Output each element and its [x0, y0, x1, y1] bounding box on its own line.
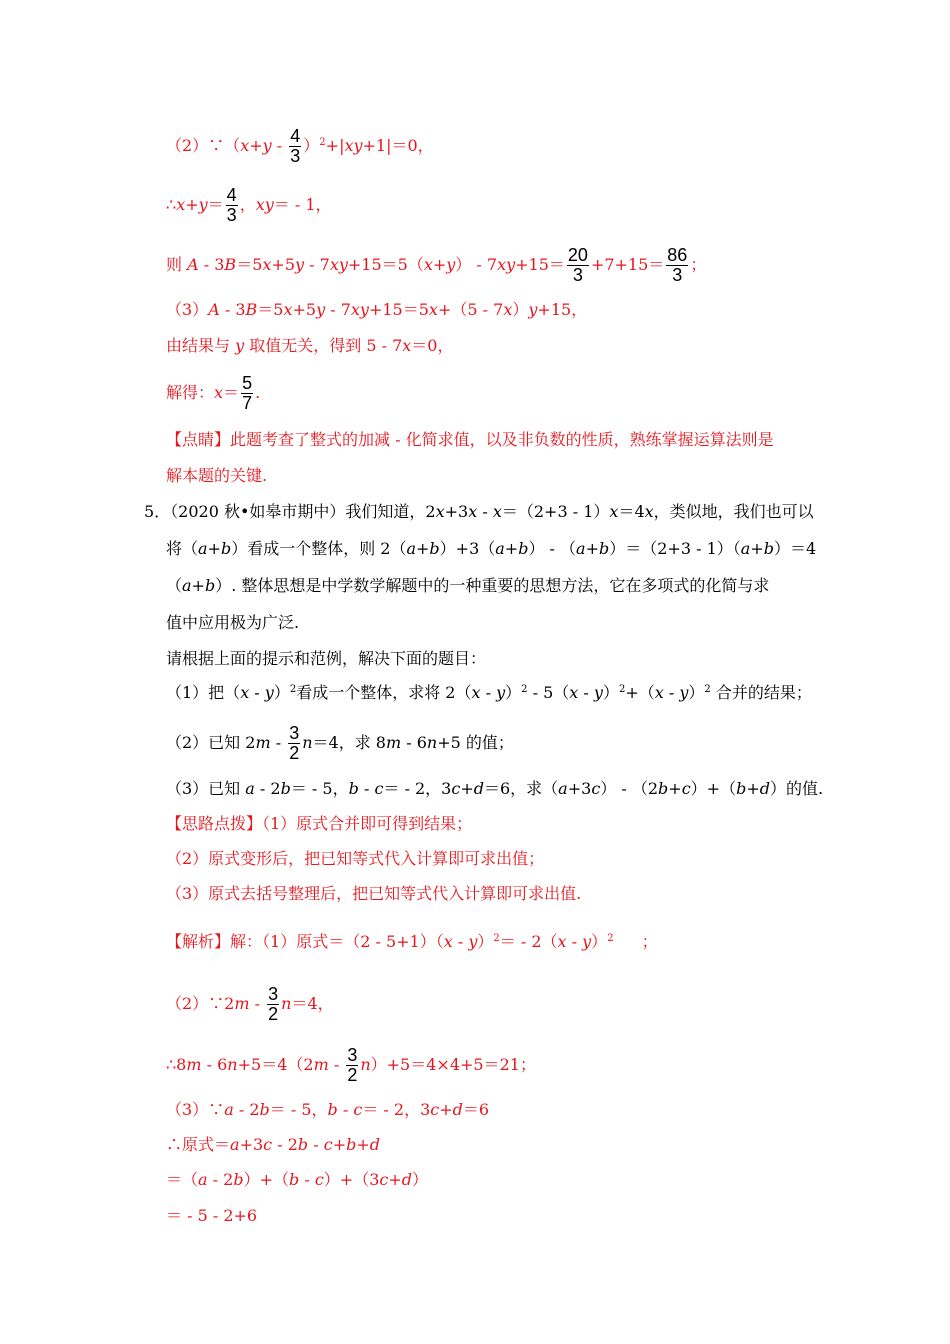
text: ＝ [207, 195, 224, 214]
text: ） [477, 932, 494, 951]
var: d [369, 1135, 380, 1154]
question-5-line-4: 值中应用极为广泛. [166, 613, 300, 632]
var: a+b [198, 539, 232, 558]
text: （1）把（ [166, 683, 241, 702]
var: x [468, 502, 478, 521]
text: + [746, 779, 760, 798]
var: b [297, 1135, 309, 1154]
var: x [262, 255, 272, 274]
question-5-part-1 [166, 685, 812, 701]
var: x [428, 300, 438, 319]
var: c [451, 779, 461, 798]
text: ） [303, 136, 320, 155]
text: - 6 [201, 1055, 228, 1074]
text: + [388, 1170, 402, 1189]
var: a [198, 1170, 208, 1189]
solution-step-2-given [166, 127, 434, 166]
var: c [374, 779, 384, 798]
text: + [356, 1135, 370, 1154]
hint-line-3: （3）原式去括号整理后，把已知等式代入计算即可求出值. [166, 884, 582, 903]
var: c [263, 1135, 273, 1154]
text: - [271, 136, 288, 155]
text: - [249, 994, 266, 1013]
text: ）+（3 [323, 1170, 380, 1189]
text: - [299, 1170, 315, 1189]
text: + [249, 136, 263, 155]
var: x - y [443, 932, 478, 951]
numerator: 5 [242, 373, 253, 393]
analysis-part-1 [166, 934, 658, 950]
var: m [186, 1055, 202, 1074]
text: 解得： [166, 383, 215, 402]
var: c [681, 779, 691, 798]
text: （2）∵（ [166, 136, 241, 155]
text: +5 [292, 300, 317, 319]
text: - 6 [401, 733, 427, 752]
text: - 2 [254, 779, 281, 798]
var: n [302, 733, 313, 752]
denominator: 3 [572, 265, 583, 285]
var: x - y [569, 683, 603, 702]
var: a+b [495, 539, 529, 558]
denominator: 3 [226, 205, 237, 225]
var: d [759, 779, 770, 798]
comment-line-1: 【点睛】此题考查了整式的加减 - 化简求值，以及非负数的性质，熟练掌握运算法则是 [166, 430, 774, 449]
text: ）+（ [243, 1170, 289, 1189]
text: - [270, 733, 287, 752]
var: b [280, 779, 291, 798]
var: d [452, 1100, 463, 1119]
text: ＝6，求（ [483, 779, 559, 798]
hint-line-2: （2）原式变形后，把已知等式代入计算即可求出值； [166, 849, 545, 868]
var: c [430, 1100, 440, 1119]
var: a [224, 1100, 234, 1119]
hint-line-1: 【思路点拨】（1）原式合并即可得到结果； [166, 814, 473, 833]
text: - 7 [325, 300, 351, 319]
text: （3）已知 [166, 779, 246, 798]
text: ＝ - 1， [273, 195, 332, 214]
exponent: 2 [289, 684, 297, 695]
text: ）. 整体思想是中学数学解题中的一种重要的思想方法，它在多项式的化简与求 [215, 576, 770, 595]
var: xy [344, 136, 363, 155]
var: a [230, 1135, 240, 1154]
analysis-part-3-step-1 [166, 1137, 380, 1153]
text: ）＝（2+3 - 1）（ [609, 539, 741, 558]
text: ） [591, 932, 608, 951]
text: ） - （ [528, 539, 577, 558]
exponent: 2 [607, 933, 614, 944]
var: a+b [406, 539, 440, 558]
question-5-line-2 [166, 541, 816, 557]
text: +5 [271, 255, 295, 274]
text: ） [505, 683, 522, 702]
var: a+b [182, 576, 216, 595]
text: ＝5 [236, 255, 263, 274]
text: - 5（ [527, 683, 570, 702]
text: ）＝4 [773, 539, 817, 558]
solution-step-3-condition [166, 338, 453, 354]
exponent: 2 [521, 684, 528, 695]
text: 则 [166, 255, 188, 274]
text: 解：（1）原式＝（2 - 5+1）（ [230, 932, 444, 951]
numerator: 3 [347, 1045, 358, 1065]
text: +5 的值； [437, 733, 514, 752]
text: ） [273, 683, 290, 702]
numerator: 3 [289, 723, 300, 743]
var: x [402, 336, 412, 355]
var: m [234, 994, 250, 1013]
fraction [289, 127, 301, 166]
var: a+b [740, 539, 774, 558]
text: ）+（ [690, 779, 737, 798]
text: + [332, 1135, 347, 1154]
text: ＝ [223, 383, 240, 402]
text: +| [325, 136, 345, 155]
text: 由结果与 [166, 336, 236, 355]
var: xy [329, 255, 348, 274]
fraction [267, 985, 279, 1024]
numerator: 20 [567, 245, 588, 265]
text: - [328, 1055, 345, 1074]
var: A [187, 255, 199, 274]
var: xy [255, 195, 274, 214]
var: x [644, 502, 654, 521]
question-5-part-3 [166, 781, 823, 797]
var: m [255, 733, 271, 752]
var: b [259, 1100, 270, 1119]
text: - 2 [233, 1100, 260, 1119]
var: d [401, 1170, 413, 1189]
text: ＝4 [618, 502, 645, 521]
text: ； [690, 255, 707, 274]
var: a+b [576, 539, 610, 558]
text: 将（ [166, 539, 199, 558]
text: +15＝5（ [347, 255, 424, 274]
text: ＝ - 5， [269, 1100, 328, 1119]
text: ＝ - 2，3 [383, 779, 452, 798]
fraction [226, 186, 238, 225]
text: +（ [625, 683, 655, 702]
var: y [316, 300, 326, 319]
var: x - y [240, 683, 274, 702]
denominator: 7 [242, 393, 253, 413]
exponent: 2 [319, 137, 326, 148]
text: +1|＝0， [362, 136, 434, 155]
text: ； [641, 932, 658, 951]
analysis-part-2-compute [166, 1046, 536, 1085]
var: B [245, 300, 258, 319]
text: - 3 [198, 255, 225, 274]
var: b [233, 1170, 244, 1189]
text: ＝（ [166, 1170, 199, 1189]
var: m [313, 1055, 329, 1074]
analysis-part-3-step-2 [166, 1172, 428, 1188]
var: c [314, 1170, 324, 1189]
var: x [609, 502, 619, 521]
text: - [308, 1135, 324, 1154]
text: ＝6 [462, 1100, 490, 1119]
solution-step-2-conclusion [166, 186, 332, 225]
text: ＝ - 2，3 [362, 1100, 431, 1119]
var: xy [350, 300, 369, 319]
text: （3）∵ [166, 1100, 225, 1119]
var: x+y [423, 255, 456, 274]
text: +3 [567, 779, 592, 798]
solution-step-3-expand [166, 302, 587, 318]
var: B [224, 255, 237, 274]
numerator: 4 [290, 126, 301, 146]
question-5-instruction: 请根据上面的提示和范例，解决下面的题目： [166, 649, 487, 668]
text: ， [239, 195, 256, 214]
text: ∴原式＝ [166, 1135, 231, 1154]
exponent: 2 [493, 933, 500, 944]
text: +3 [239, 1135, 264, 1154]
var: d [473, 779, 484, 798]
text: +3 [444, 502, 469, 521]
text: ＝（2+3 - 1） [501, 502, 610, 521]
text: 合并的结果； [710, 683, 812, 702]
text: ） - 7 [455, 255, 498, 274]
text: +7+15＝ [590, 255, 665, 274]
var: b [736, 779, 747, 798]
var: b [346, 1135, 357, 1154]
text: 5．（2020 秋•如皋市期中）我们知道，2 [144, 502, 436, 521]
var: x - y [557, 932, 592, 951]
text: +15， [537, 300, 588, 319]
question-5-intro [144, 504, 814, 520]
fraction [241, 374, 253, 413]
text: +（5 - 7 [437, 300, 504, 319]
text: - [337, 1100, 354, 1119]
text: ） [512, 300, 529, 319]
var: n [426, 733, 438, 752]
text: ） [602, 683, 619, 702]
exponent: 2 [618, 684, 626, 695]
var: a [558, 779, 568, 798]
exponent: 2 [704, 684, 711, 695]
analysis-part-3-step-3: ＝ - 5 - 2+6 [166, 1206, 258, 1225]
var: x+y [176, 195, 208, 214]
text: - [358, 779, 375, 798]
var: y [235, 336, 245, 355]
text: +5＝4（2 [237, 1055, 314, 1074]
solution-step-3-result [166, 374, 260, 413]
text: ＝4，求 8 [312, 733, 386, 752]
text: ＝ - 5， [290, 779, 349, 798]
numerator: 86 [667, 245, 688, 265]
var: n [360, 1055, 371, 1074]
text: - 2 [272, 1135, 298, 1154]
comment-line-2: 解本题的关键. [166, 466, 268, 485]
denominator: 2 [347, 1065, 358, 1085]
question-5-part-2 [166, 724, 514, 763]
var: b [658, 779, 669, 798]
text: + [668, 779, 682, 798]
fraction [288, 724, 300, 763]
text: - [477, 502, 493, 521]
var: c [591, 779, 601, 798]
text: - 2 [207, 1170, 234, 1189]
text: ＝0， [411, 336, 454, 355]
text: ） - （2 [600, 779, 659, 798]
fraction [666, 246, 688, 285]
denominator: 3 [672, 265, 683, 285]
solution-step-2-compute [166, 246, 706, 285]
text: ∴8 [166, 1055, 187, 1074]
var: y [295, 255, 305, 274]
text: ）的值. [770, 779, 824, 798]
var: y [262, 136, 272, 155]
var: x [214, 383, 224, 402]
fraction [346, 1046, 358, 1085]
text: 取值无关，得到 5 - 7 [244, 336, 403, 355]
text: ∴ [166, 195, 177, 214]
var: x [503, 300, 513, 319]
text: （2）∵2 [166, 994, 235, 1013]
var: A [208, 300, 220, 319]
text: （ [166, 576, 183, 595]
var: y [528, 300, 538, 319]
var: x [492, 502, 502, 521]
text: + [439, 1100, 453, 1119]
var: b [348, 779, 359, 798]
text: ）看成一个整体，则 2（ [231, 539, 407, 558]
text: +15＝ [515, 255, 565, 274]
var: n [227, 1055, 238, 1074]
var: x [283, 300, 293, 319]
question-5-line-3 [166, 578, 769, 594]
text: （3） [166, 300, 209, 319]
text: ＝5 [257, 300, 284, 319]
var: x - y [471, 683, 506, 702]
text: ） [688, 683, 705, 702]
text: . [255, 383, 261, 402]
var: c [323, 1135, 333, 1154]
text: （2）已知 2 [166, 733, 256, 752]
denominator: 2 [268, 1004, 279, 1024]
var: x - y [654, 683, 689, 702]
fraction [567, 246, 589, 285]
var: c [379, 1170, 389, 1189]
text: - 3 [219, 300, 246, 319]
denominator: 2 [289, 743, 300, 763]
analysis-part-3-given [166, 1102, 489, 1118]
text: - 7 [304, 255, 330, 274]
var: x [435, 502, 445, 521]
text: ） [412, 1170, 429, 1189]
numerator: 3 [268, 984, 279, 1004]
var: a [245, 779, 255, 798]
var: x [240, 136, 250, 155]
text: 看成一个整体，求将 2（ [296, 683, 472, 702]
text: + [460, 779, 474, 798]
text: ＝4， [291, 994, 334, 1013]
analysis-tag: 【解析】 [166, 932, 231, 951]
text: ）+3（ [439, 539, 496, 558]
text: ＝ - 2（ [499, 932, 558, 951]
var: n [281, 994, 292, 1013]
var: xy [497, 255, 516, 274]
denominator: 3 [290, 146, 301, 166]
var: c [353, 1100, 363, 1119]
analysis-part-2-given [166, 985, 334, 1024]
var: m [385, 733, 402, 752]
text: ，类似地，我们也可以 [653, 502, 814, 521]
var: b [289, 1170, 300, 1189]
text: ）+5＝4×4+5＝21； [370, 1055, 536, 1074]
numerator: 4 [226, 185, 237, 205]
var: b [327, 1100, 338, 1119]
text: +15＝5 [368, 300, 429, 319]
